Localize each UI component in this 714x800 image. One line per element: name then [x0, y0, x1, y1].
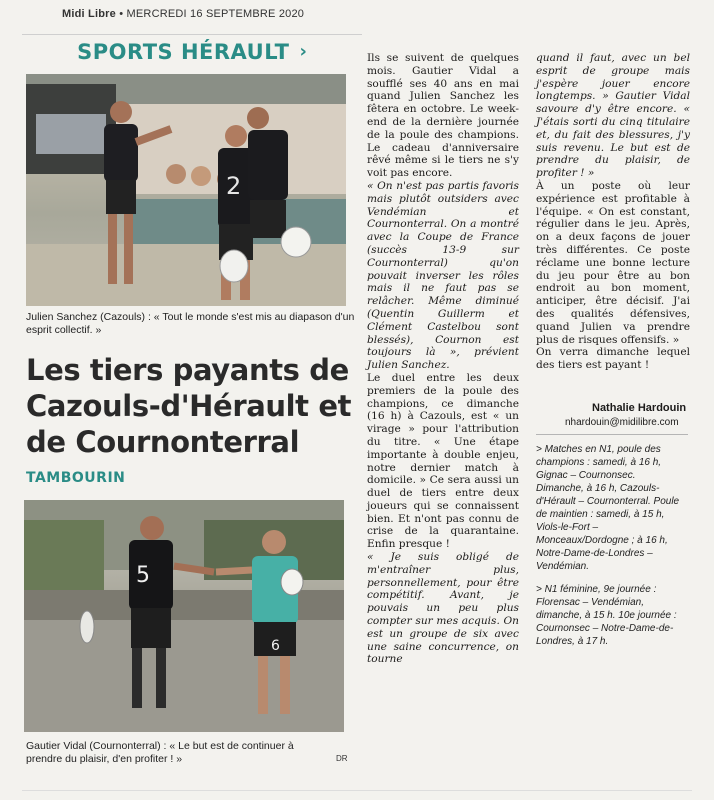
article-column-1 — [367, 52, 519, 666]
section-header — [22, 34, 362, 68]
paragraph: Ils se suivent de quelques mois. Gautier Vidal a soufflé ses 40 ans en mai quand Julien Sanchez les fêtera en octobre. Le week-end de la dernière journée de la poule des champions. Le cadeau d'anniversaire rêvé même si le tiers ne s'y voit pas encore. — [367, 52, 519, 180]
sep-dot: • — [119, 8, 127, 20]
fixtures-n1: > Matches en N1, poule des champions : samedi, à 16 h, Gignac – Cournonsec. Dimanche, à 16 h, Cazouls-d'Hérault – Cournonterral. Poule de maintien : samedi, à 15 h, Viols-le-Fort – Monceaux/Dordogne ; à 16 h, Notre-Dame-de-Londres – Vendémian. — [536, 444, 680, 572]
photo-illustration — [24, 500, 344, 732]
article-headline: Les tiers payants de Cazouls-d'Hérault et de Cournonterral — [26, 353, 352, 459]
photo-gautier-vidal — [24, 500, 344, 732]
divider — [536, 434, 688, 435]
article-kicker: TAMBOURIN — [26, 470, 126, 486]
paragraph-quote: « Je suis obligé de m'entraîner plus, personnellement, pour être compétitif. Avant, je pouvais un peu plus compter sur mes acquis. On est un groupe de six avec une saine concurrence, on tourne — [367, 551, 519, 666]
author-email: nhardouin@midilibre.com — [565, 417, 679, 428]
paragraph-quote: quand il faut, avec un bel esprit de groupe mais j'espère jouer encore longtemps. » Gautier Vidal savoure d'y être encore. « J'étais sorti du cinq titulaire et, du fait des blessures, j'y suis revenu. Le but est de prendre du plaisir, de profiter ! » — [536, 52, 690, 180]
paragraph: À un poste où leur expérience est profitable à l'équipe. « On est constant, régulier dans le jeu. Après, on a deux façons de jouer très différentes. Ce poste réclame une bonne lecture du jeu pour être au bon endroit au bon moment, anticiper, être décisif. J'ai des qualités défensives, quand Julien va prendre plus de risques offensifs. » — [536, 179, 690, 346]
newspaper-name: Midi Libre — [62, 8, 116, 20]
photo-julien-sanchez — [26, 74, 346, 306]
chevron-right-icon: › — [299, 41, 307, 62]
article-column-2 — [536, 52, 690, 372]
photo-illustration — [26, 74, 346, 306]
masthead — [62, 8, 304, 20]
photo-caption-bottom: Gautier Vidal (Cournonterral) : « Le but est de continuer à prendre du plaisir, d'en profiter ! » — [26, 740, 294, 765]
paragraph: On verra dimanche lequel des tiers est payant ! — [536, 346, 690, 372]
photo-caption-top: Julien Sanchez (Cazouls) : « Tout le monde s'est mis au diapason d'un esprit collectif. » — [26, 311, 355, 336]
paragraph: Le duel entre les deux premiers de la poule des champions, ce dimanche (16 h) à Cazouls, est « un virage » pour l'attribution du titre. « Une étape importante à double enjeu, notre dernier match à domicile. » Ce sera aussi un duel de tiers entre deux joueurs qui se connaissent bien. Et n'ont pas connu de crise de la quarantaine. Enfin presque ! — [367, 371, 519, 551]
author-name: Nathalie Hardouin — [592, 402, 687, 414]
photo-credit: DR — [336, 754, 348, 763]
fixtures-box — [536, 443, 686, 658]
issue-date: MERCREDI 16 SEPTEMBRE 2020 — [126, 8, 305, 20]
paragraph-quote: « On n'est pas partis favoris mais plutôt outsiders avec Vendémian et Cournonterral. On a montré avec la Coupe de France (succès 13-9 sur Cournonterral) qu'on pouvait inverser les rôles mais il ne faut pas se relâcher. Même diminué (Quentin Guillerm et Clément Castelbou sont blessés), Cournon est toujours là », prévient Julien Sanchez. — [367, 179, 519, 372]
fixtures-n1-feminine: > N1 féminine, 9e journée : Florensac – Vendémian, dimanche, à 15 h. 10e journée : Cournonsec – Notre-Dame-de-Londres, à 17 h. — [536, 584, 677, 647]
jersey-number: 2 — [226, 172, 242, 200]
jersey-number: 6 — [271, 638, 280, 654]
jersey-number: 5 — [136, 563, 150, 588]
section-title: SPORTS HÉRAULT — [77, 39, 290, 64]
page-edge — [22, 790, 692, 791]
